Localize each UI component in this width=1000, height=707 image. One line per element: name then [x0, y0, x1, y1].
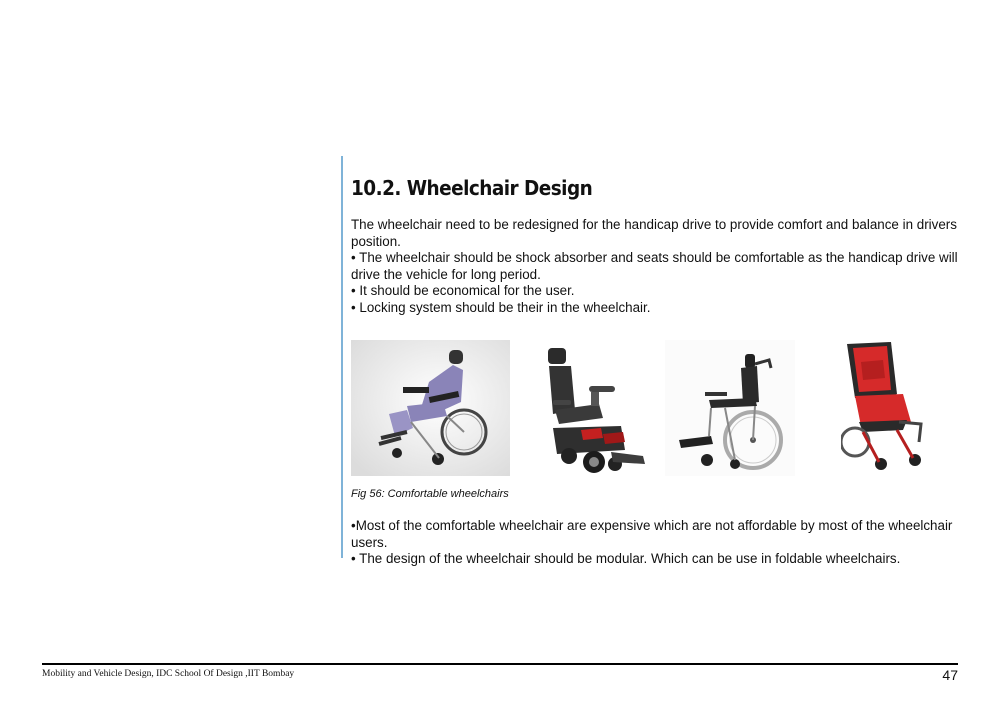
power-wheelchair-icon [541, 338, 651, 478]
section-title: 10.2. Wheelchair Design [351, 176, 593, 200]
footer-divider [42, 663, 958, 665]
conclusion-paragraph [351, 518, 961, 568]
figure-caption: Fig 56: Comfortable wheelchairs [351, 488, 509, 500]
intro-line: The wheelchair need to be redesigned for the handicap drive to provide comfort and balance in drivers position. [351, 217, 957, 249]
intro-bullet: • The wheelchair should be shock absorber and seats should be comfortable as the handicap drive will drive the vehicle for long period. [351, 250, 958, 282]
conclusion-bullet: •Most of the comfortable wheelchair are expensive which are not affordable by most of the wheelchair users. [351, 518, 953, 550]
footer-text: Mobility and Vehicle Design, IDC School Of Design ,IIT Bombay [42, 669, 295, 679]
page-number: 47 [942, 667, 958, 683]
intro-bullet: • Locking system should be their in the wheelchair. [351, 299, 651, 315]
intro-paragraph [351, 217, 961, 317]
tilt-wheelchair-icon [665, 338, 795, 478]
intro-bullet: • It should be economical for the user. [351, 283, 575, 299]
pediatric-wheelchair-icon [841, 338, 937, 478]
reclining-wheelchair-icon [351, 338, 510, 478]
wheelchair-figure-row [351, 338, 961, 478]
conclusion-bullet: • The design of the wheelchair should be modular. Which can be use in foldable wheelchairs. [351, 551, 901, 567]
section-accent-line [341, 156, 343, 558]
section-content [351, 176, 961, 317]
